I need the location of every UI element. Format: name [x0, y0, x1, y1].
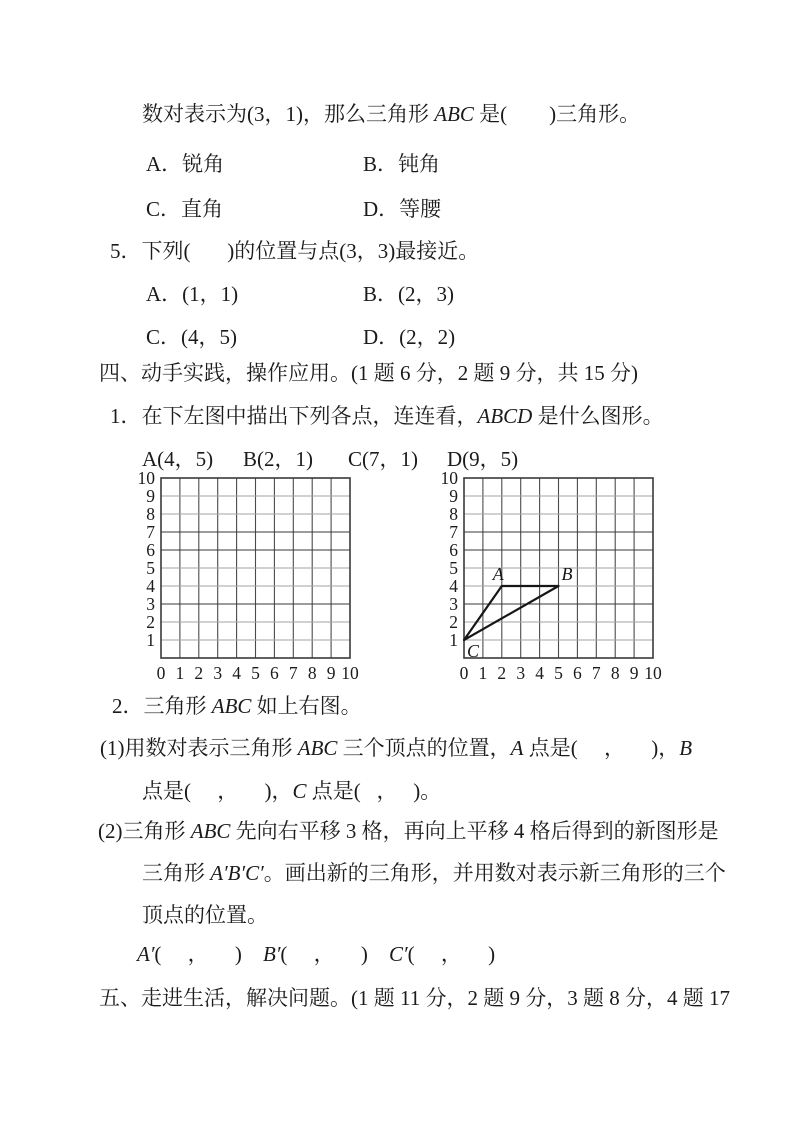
svg-text:2: 2: [497, 663, 507, 683]
svg-text:3: 3: [146, 594, 155, 614]
svg-text:0: 0: [156, 663, 166, 683]
svg-text:C: C: [467, 641, 480, 661]
svg-text:8: 8: [307, 663, 317, 683]
svg-text:4: 4: [232, 663, 241, 683]
q1-stem: 1．在下左图中描出下列各点，连连看，ABCD 是什么图形。: [110, 404, 664, 428]
section4-title: 四、动手实践，操作应用。(1 题 6 分，2 题 9 分，共 15 分): [99, 361, 638, 385]
q5-option-a: A．(1，1): [146, 282, 239, 306]
svg-text:5: 5: [251, 663, 260, 683]
q2-part2-line1: (2)三角形 ABC 先向右平移 3 格，再向上平移 4 格后得到的新图形是: [98, 819, 719, 843]
svg-text:10: 10: [440, 468, 458, 488]
svg-text:1: 1: [146, 630, 155, 650]
q4-option-c: C．直角: [146, 197, 224, 221]
svg-text:0: 0: [459, 663, 469, 683]
answer-blank-a-prime: A′( ， ): [137, 942, 242, 966]
point-b-coords: B(2，1): [243, 447, 313, 471]
svg-text:1: 1: [478, 663, 488, 683]
q2-stem: 2．三角形 ABC 如上右图。: [112, 694, 362, 718]
section5-title: 五、走进生活，解决问题。(1 题 11 分，2 题 9 分，3 题 8 分，4 题 17: [99, 986, 730, 1010]
svg-text:1: 1: [449, 630, 458, 650]
svg-text:5: 5: [449, 558, 458, 578]
svg-text:2: 2: [194, 663, 204, 683]
answer-blank-c-prime: C′( ， ): [389, 942, 496, 966]
q5-option-c: C．(4，5): [146, 325, 237, 349]
q4-option-b: B．钝角: [363, 152, 441, 176]
svg-text:9: 9: [449, 486, 458, 506]
svg-text:3: 3: [449, 594, 458, 614]
coordinate-grid-left: [127, 460, 367, 690]
q2-part2-line2: 三角形 A′B′C′。画出新的三角形，并用数对表示新三角形的三个: [142, 861, 726, 885]
svg-text:5: 5: [146, 558, 155, 578]
answer-blank-b-prime: B′( ， ): [263, 942, 368, 966]
svg-text:4: 4: [146, 576, 155, 596]
svg-text:3: 3: [516, 663, 526, 683]
svg-text:7: 7: [146, 522, 155, 542]
q5-option-d: D．(2，2): [363, 325, 456, 349]
svg-text:A: A: [492, 564, 504, 584]
svg-text:7: 7: [591, 663, 601, 683]
svg-text:10: 10: [644, 663, 662, 683]
q2-part1-line1: (1)用数对表示三角形 ABC 三个顶点的位置，A 点是( ， )，B: [100, 736, 693, 760]
q5-option-b: B．(2，3): [363, 282, 454, 306]
svg-text:2: 2: [146, 612, 155, 632]
svg-text:6: 6: [573, 663, 582, 683]
point-a-coords: A(4，5): [142, 447, 214, 471]
svg-text:9: 9: [146, 486, 155, 506]
svg-text:6: 6: [146, 540, 155, 560]
point-c-coords: C(7，1): [348, 447, 418, 471]
svg-text:8: 8: [449, 504, 458, 524]
q2-part2-line3: 顶点的位置。: [142, 903, 268, 927]
svg-text:7: 7: [449, 522, 458, 542]
svg-text:10: 10: [137, 468, 155, 488]
svg-text:6: 6: [270, 663, 279, 683]
q5-stem: 5．下列( )的位置与点(3，3)最接近。: [110, 239, 480, 263]
svg-text:7: 7: [288, 663, 298, 683]
q4-option-d: D．等腰: [363, 197, 442, 221]
svg-text:4: 4: [535, 663, 544, 683]
svg-text:2: 2: [449, 612, 458, 632]
q4-stem-continued: 数对表示为(3，1)，那么三角形 ABC 是( )三角形。: [142, 102, 641, 126]
svg-text:5: 5: [554, 663, 563, 683]
q4-option-a: A．锐角: [146, 152, 225, 176]
svg-text:4: 4: [449, 576, 458, 596]
svg-text:9: 9: [326, 663, 336, 683]
svg-text:3: 3: [213, 663, 223, 683]
svg-text:6: 6: [449, 540, 458, 560]
svg-text:9: 9: [629, 663, 639, 683]
svg-text:B: B: [561, 564, 573, 584]
svg-text:8: 8: [610, 663, 620, 683]
q2-part1-line2: 点是( ， )，C 点是( ， )。: [142, 779, 442, 803]
coordinate-grid-right: [430, 460, 670, 690]
svg-text:10: 10: [341, 663, 359, 683]
point-d-coords: D(9，5): [447, 447, 519, 471]
svg-text:1: 1: [175, 663, 185, 683]
svg-text:8: 8: [146, 504, 155, 524]
